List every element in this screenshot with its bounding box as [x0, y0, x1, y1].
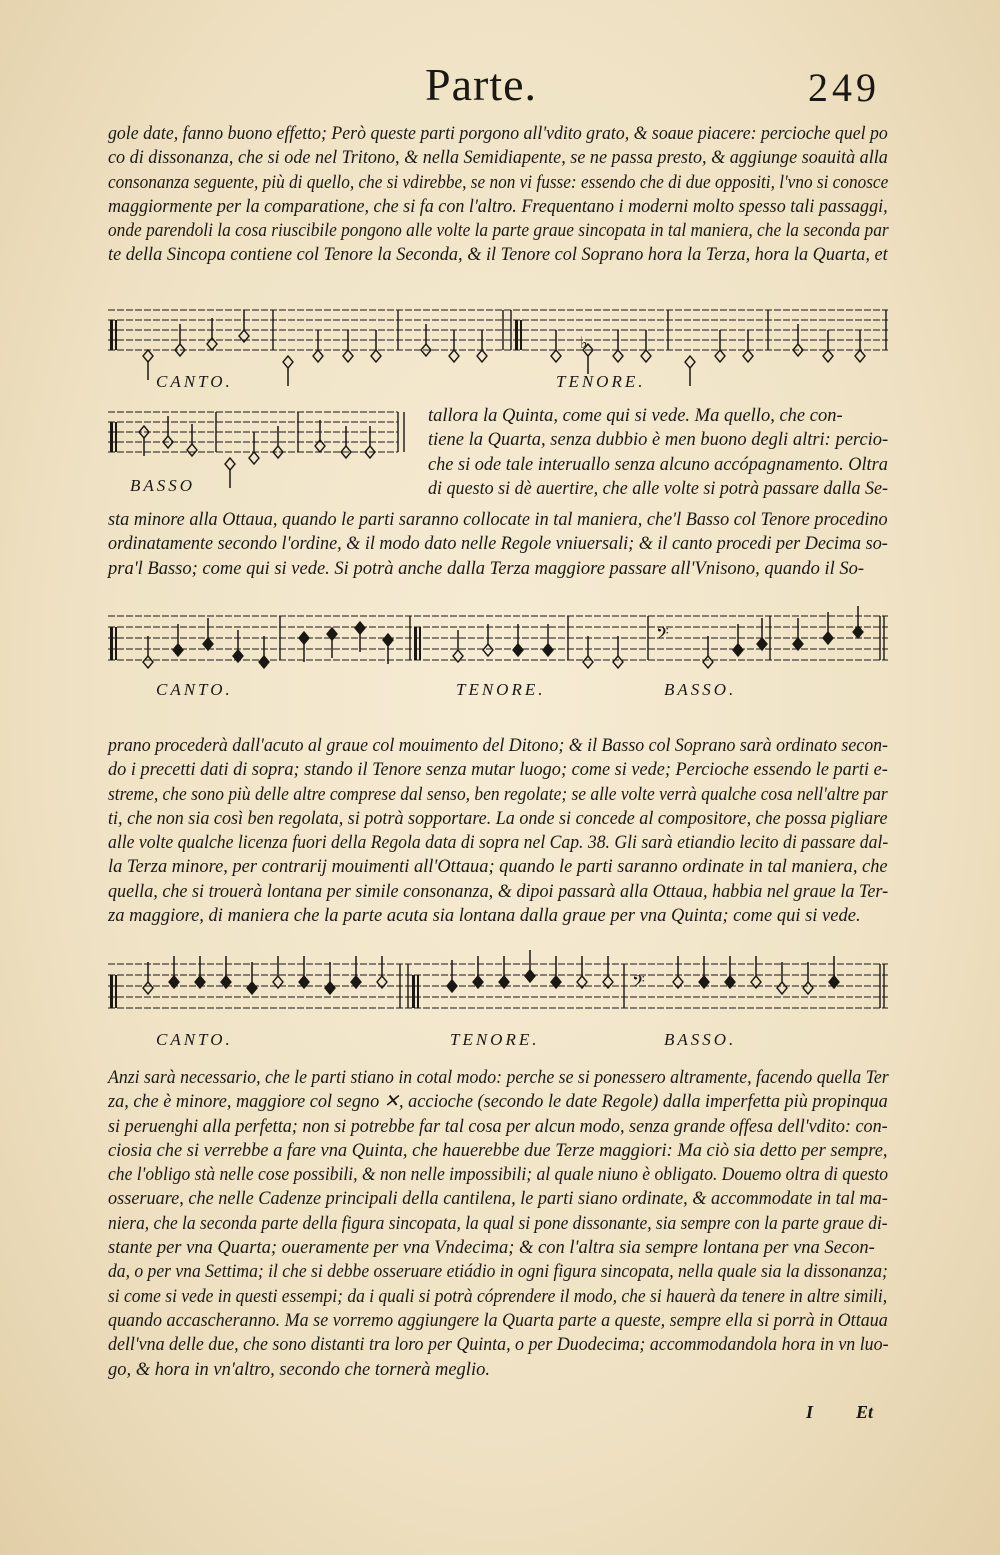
- example-3-canto-label: CANTO.: [156, 1030, 233, 1049]
- note-head: [543, 644, 553, 656]
- text-line: go, & hora in vn'altro, secondo che tornerà meglio.: [108, 1359, 490, 1380]
- note-head: [187, 444, 197, 456]
- text-line: do i precetti dati di sopra; stando il Tenore senza mutar luogo; come si vede; Percioche essendo le parti e-: [108, 760, 888, 781]
- note-head: [299, 632, 309, 644]
- note-head: [447, 980, 457, 992]
- c-clef-icon: [115, 975, 117, 1008]
- text-line: sta minore alla Ottaua, quando le parti saranno collocate in tal maniera, che'l Basso col Tenore procedino: [108, 510, 888, 530]
- text-line: pra'l Basso; come qui si vede. Si potrà anche dalla Terza maggiore passare all'Vnisono, quando il So-: [108, 558, 865, 579]
- text-line: quella, che si trouerà lontana per simile consonanza, & dipoi passarà alla Ottaua, habbia nel graue la Ter-: [108, 881, 889, 902]
- note-head: [143, 656, 153, 668]
- c-clef-icon: [414, 627, 417, 660]
- note-head: [173, 644, 183, 656]
- note-head: [803, 982, 813, 994]
- note-head: [225, 458, 235, 470]
- paragraph-3: [108, 734, 888, 928]
- note-head: [641, 350, 651, 362]
- note-head: [823, 350, 833, 362]
- note-head: [525, 970, 535, 982]
- c-clef-icon: [515, 320, 518, 350]
- c-clef-icon: [115, 627, 117, 660]
- example-1-tenore-label: TENORE.: [556, 372, 646, 391]
- paragraph-4: [108, 1066, 888, 1382]
- note-head: [513, 644, 523, 656]
- text-line: che l'obligo stà nelle cose possibili, & non nelle impossibili; al quale niuno è obligato. Douemo oltra di questo: [108, 1165, 889, 1186]
- example-1-canto-label: CANTO.: [156, 372, 233, 391]
- text-line: streme, che sono più delle altre comprese dal senso, ben regolate; se alle volte verrà qualche cosa nell'altre par: [108, 784, 888, 805]
- music-example-1-upper: [108, 300, 888, 372]
- page-title: Parte.: [425, 59, 538, 110]
- note-head: [143, 982, 153, 994]
- example-1-basso-label: BASSO: [130, 476, 196, 495]
- note-head: [249, 452, 259, 464]
- c-clef-icon: [115, 320, 117, 350]
- text-line: za, che è minore, maggiore col segno ✕, accioche (secondo le date Regole) dalla imperfetta più propinqua: [108, 1092, 888, 1113]
- note-head: [343, 350, 353, 362]
- text-line: ti, che non sia così ben regolata, si potrà sopportare. La onde si concede al compositore, che possa pigliare: [108, 808, 888, 829]
- example-2-basso-label: BASSO.: [664, 680, 737, 699]
- catchword: Et: [856, 1402, 874, 1422]
- note-head: [853, 626, 863, 638]
- text-line: ordinatamente secondo l'ordine, & il modo dato nelle Regole vniuersali; & il canto procedi per Decima so-: [108, 534, 888, 555]
- note-head: [743, 350, 753, 362]
- note-head: [259, 656, 269, 668]
- c-clef-icon: [520, 320, 522, 350]
- c-clef-icon: [417, 975, 419, 1008]
- text-line: da, o per vna Settima; il che si debbe osseruare etiádio in ogni figura sincopata, nella quale sia la dissonanza;: [108, 1262, 888, 1283]
- note-head: [143, 350, 153, 362]
- note-head: [325, 982, 335, 994]
- bass-clef-icon: 𝄢: [656, 623, 669, 647]
- note-head: [483, 644, 493, 656]
- note-head: [793, 638, 803, 650]
- c-clef-icon: [115, 422, 117, 452]
- text-line: si peruenghi alla perfetta; non si potrebbe far tal cosa per alcun modo, senza grande offesa dell'vdito: con-: [108, 1116, 888, 1137]
- note-head: [703, 656, 713, 668]
- paragraph-2-side: [428, 404, 888, 501]
- note-head: [313, 350, 323, 362]
- note-head: [757, 638, 767, 650]
- text-line: niera, che la seconda parte della figura sincopata, la qual si pone dissonante, sia sempre con la parte graue di-: [108, 1213, 888, 1234]
- note-head: [247, 982, 257, 994]
- text-line: che si ode tale interuallo senza alcuno accópagnamento. Oltra: [428, 454, 888, 475]
- text-line: onde parendoli la cosa riuscibile pongono alle volte la parte graue sincopata in tal maniera, che la seconda par: [108, 221, 889, 242]
- flat-icon: ♭: [580, 333, 588, 352]
- text-line: maggiormente per la comparatione, che si fa con l'altro. Frequentano i moderni molto spesso tali passaggi,: [108, 196, 888, 217]
- text-line: osseruare, che nelle Cadenze principali della cantilena, le parti siano ordinate, & accommodate in tal ma-: [108, 1189, 888, 1210]
- paragraph-1: [108, 122, 888, 268]
- c-clef-icon: [110, 320, 113, 350]
- text-line: dell'vna delle due, che sono distanti tra loro per Quinta, o per Duodecima; accommodandola hora in vn luo-: [108, 1335, 889, 1356]
- paragraph-2: [108, 508, 888, 581]
- note-head: [715, 350, 725, 362]
- text-line: za maggiore, di maniera che la parte acuta sia lontana dalla graue per vna Quinta; come qui si vede.: [108, 906, 861, 927]
- note-head: [551, 350, 561, 362]
- c-clef-icon: [419, 627, 421, 660]
- text-line: te della Sincopa contiene col Tenore la Seconda, & il Tenore col Soprano hora la Terza, hora la Quarta, et: [108, 245, 888, 266]
- text-line: ciosia che si verrebbe a fare vna Quinta, che hauerebbe due Terze maggiori: Ma ciò sia detto per sempre,: [108, 1140, 888, 1161]
- note-head: [283, 356, 293, 368]
- note-head: [383, 634, 393, 646]
- text-line: si come si vede in questi essempi; da i quali si potrà cóprendere il modo, che si hauerà da tenere in altre simili,: [108, 1286, 888, 1307]
- page-number: 249: [808, 65, 880, 110]
- text-line: consonanza seguente, più di quello, che si vdirebbe, se non vi fusse: essendo che di due oppositi, l'vno si conosce: [108, 172, 889, 193]
- note-head: [371, 350, 381, 362]
- note-head: [733, 644, 743, 656]
- note-head: [203, 638, 213, 650]
- text-line: tiene la Quarta, senza dubbio è men buono degli altri: percio-: [428, 430, 889, 451]
- text-line: quando accascheranno. Ma se vorremo aggiungere la Quarta parte a queste, sempre ella si porrà in Ottaua: [108, 1310, 888, 1331]
- example-2-canto-label: CANTO.: [156, 680, 233, 699]
- text-line: di questo si dè auertire, che alle volte si potrà passare dalla Se-: [428, 478, 889, 499]
- note-head: [583, 656, 593, 668]
- text-line: stante per vna Quarta; oueramente per vna Vndecima; & con l'altra sia sempre lontana per vna Secon-: [108, 1238, 875, 1259]
- text-line: prano procederà dall'acuto al graue col mouimento del Ditono; & il Basso col Soprano sarà ordinato secon-: [108, 736, 889, 756]
- text-line: alle volte qualche licenza fuori della Regola data di sopra nel Cap. 38. Gli sarà etiandio lecito di passare dal-: [108, 833, 889, 854]
- text-line: la Terza minore, per contrarij mouimenti all'Ottaua; quando le parti saranno ordinate in tal maniera, che: [108, 857, 888, 878]
- note-head: [685, 356, 695, 368]
- c-clef-icon: [412, 975, 415, 1008]
- text-line: gole date, fanno buono effetto; Però queste parti porgono all'vdito grato, & soaue piacere: percioche quel po: [108, 124, 888, 144]
- example-3-tenore-label: TENORE.: [450, 1030, 540, 1049]
- note-head: [823, 632, 833, 644]
- music-example-2: [108, 604, 888, 684]
- example-2-tenore-label: TENORE.: [456, 680, 546, 699]
- note-head: [855, 350, 865, 362]
- note-head: [449, 350, 459, 362]
- c-clef-icon: [110, 975, 113, 1008]
- note-head: [613, 656, 623, 668]
- example-3-basso-label: BASSO.: [664, 1030, 737, 1049]
- note-head: [613, 350, 623, 362]
- c-clef-icon: [110, 422, 113, 452]
- signature-mark: I: [806, 1402, 814, 1422]
- music-example-3: [108, 952, 888, 1032]
- text-line: tallora la Quinta, come qui si vede. Ma quello, che con-: [428, 406, 843, 426]
- music-example-1-basso: [108, 402, 408, 474]
- text-line: Anzi sarà necessario, che le parti stiano in cotal modo: perche se si ponessero altramente, facendo quella Ter: [108, 1068, 889, 1088]
- note-head: [777, 982, 787, 994]
- bass-clef-icon: 𝄢: [632, 971, 645, 995]
- note-head: [355, 622, 365, 634]
- text-line: co di dissonanza, che si ode nel Tritono, & nella Semidiapente, se ne passa presto, & aggiunge soauità alla: [108, 148, 888, 169]
- note-head: [477, 350, 487, 362]
- c-clef-icon: [110, 627, 113, 660]
